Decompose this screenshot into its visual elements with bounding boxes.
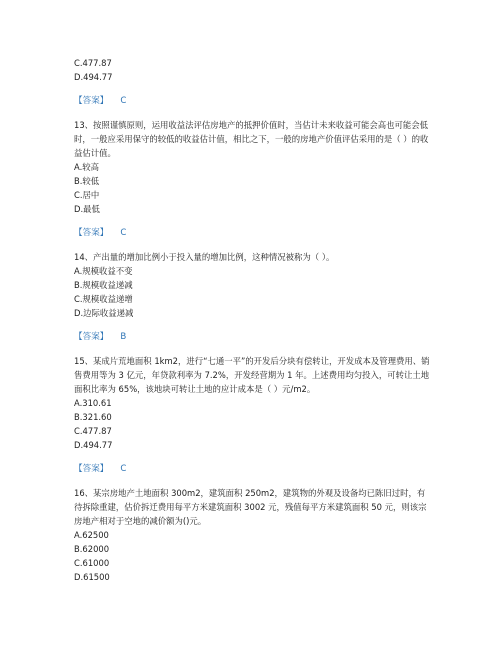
option-b: B.62000 [74, 544, 110, 554]
question-15 [74, 354, 434, 452]
answer-value: C [120, 464, 127, 474]
question-stem: 14、产出量的增加比例小于投入量的增加比例，这种情况被称为（ ）。 [74, 252, 335, 262]
question-stem: 13、按照谨慎原则，运用收益法评估房地产的抵押价值时，当估计未来收益可能会高也可能会低时，一般应采用保守的较低的收益估计值，相比之下，一般的房地产价值评估采用的是（ ）的收益估计值。 [74, 120, 429, 158]
option-d: D.边际收益递减 [74, 308, 134, 318]
option-c: C.477.87 [74, 58, 112, 68]
question-16 [74, 486, 434, 584]
option-c: C.477.87 [74, 426, 112, 436]
option-a: A.规模收益不变 [74, 266, 133, 276]
option-c: C.居中 [74, 190, 100, 200]
option-d: D.494.77 [74, 72, 113, 82]
option-d: D.最低 [74, 204, 100, 214]
answer-line [74, 94, 434, 108]
option-a: A.62500 [74, 530, 109, 540]
answer-label: 【答案】 [74, 228, 109, 238]
question-stem: 16、某宗房地产土地面积 300m2，建筑面积 250m2，建筑物的外观及设备均已陈旧过时，有待拆除重建，估价拆迁费用每平方米建筑面积 3002 元，残值每平方米建筑面积 50 元，则该宗房地产相对于空地的减价额为()元。 [74, 488, 427, 526]
answer-label: 【答案】 [74, 332, 109, 342]
option-c: C.规模收益递增 [74, 294, 133, 304]
option-a: A.较高 [74, 162, 99, 172]
option-c: C.61000 [74, 558, 110, 568]
answer-line [74, 462, 434, 476]
option-d: D.494.77 [74, 440, 113, 450]
answer-label: 【答案】 [74, 96, 109, 106]
question-14 [74, 250, 434, 320]
answer-line [74, 226, 434, 240]
answer-line [74, 330, 434, 344]
option-a: A.310.61 [74, 398, 112, 408]
answer-value: B [120, 332, 127, 342]
answer-value: C [120, 228, 127, 238]
page-content [74, 56, 434, 584]
option-b: B.规模收益递减 [74, 280, 133, 290]
option-b: B.321.60 [74, 412, 112, 422]
option-b: B.较低 [74, 176, 100, 186]
answer-label: 【答案】 [74, 464, 109, 474]
option-d: D.61500 [74, 572, 110, 582]
question-13 [74, 118, 434, 216]
question-stem: 15、某成片荒地面积 1km2，进行“七通一平”的开发后分块有偿转让，开发成本及管理费用、销售费用等为 3 亿元，年贷款利率为 7.2%，开发经营期为 1 年。上述费用均匀投入，可转让土地面积比率为 65%，该地块可转让土地的应计成本是（ ）元/m2。 [74, 356, 430, 394]
answer-value: C [120, 96, 127, 106]
